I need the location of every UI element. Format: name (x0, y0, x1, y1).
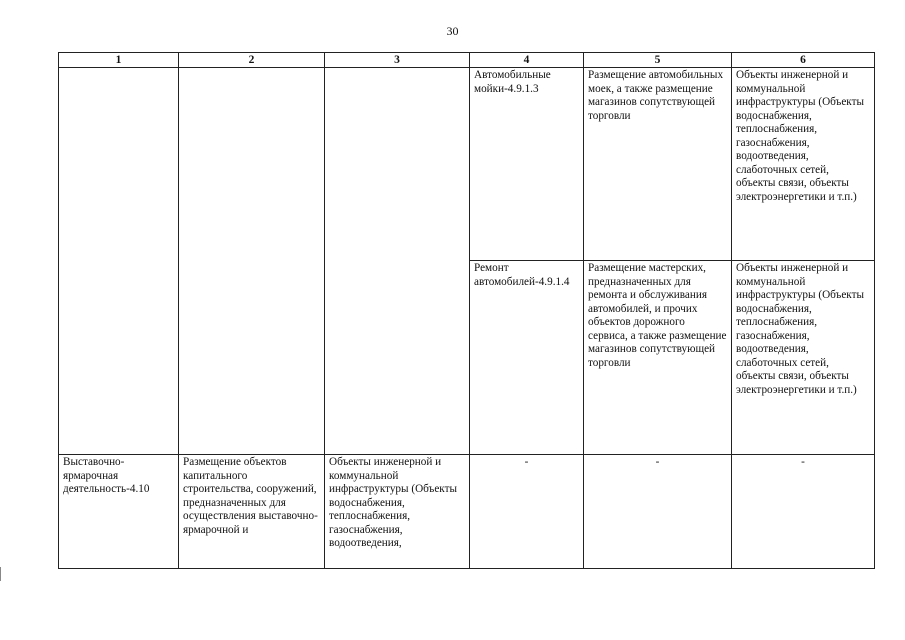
use-description-cell: Размещение автомобильных моек, а также размещение магазинов сопутствующей торговли (584, 68, 732, 261)
regulation-table (58, 52, 875, 569)
margin-mark (0, 567, 7, 581)
use-type-cell: Ремонт автомобилей-4.9.1.4 (470, 261, 584, 455)
column-header-6: 6 (732, 53, 875, 68)
column-header-3: 3 (325, 53, 470, 68)
use-description-cell: Размещение объектов капитального строительства, сооружений, предназначенных для осуществления выставочно-ярмарочной и (179, 455, 325, 569)
page-number: 30 (446, 24, 459, 38)
merged-empty-cell-2 (179, 68, 325, 455)
table-row (59, 68, 875, 261)
auxiliary-objects-cell: Объекты инженерной и коммунальной инфраструктуры (Объекты водоснабжения, теплоснабжения, газоснабжения, водоотведения, слаботочных сетей, объекты связи, объекты электроэнергетики и т.п.) (732, 261, 875, 455)
auxiliary-objects-cell: Объекты инженерной и коммунальной инфраструктуры (Объекты водоснабжения, теплоснабжения, газоснабжения, водоотведения, слаботочных сетей, объекты связи, объекты электроэнергетики и т.п.) (732, 68, 875, 261)
merged-empty-cell-3 (325, 68, 470, 455)
column-header-4: 4 (470, 53, 584, 68)
auxiliary-objects-cell: Объекты инженерной и коммунальной инфраструктуры (Объекты водоснабжения, теплоснабжения, газоснабжения, водоотведения, (325, 455, 470, 569)
header-row (59, 53, 875, 68)
dash-cell: - (584, 455, 732, 569)
merged-empty-cell-1 (59, 68, 179, 455)
table-row (59, 455, 875, 569)
column-header-2: 2 (179, 53, 325, 68)
column-header-5: 5 (584, 53, 732, 68)
use-description-cell: Размещение мастерских, предназначенных для ремонта и обслуживания автомобилей, и прочих объектов дорожного сервиса, а также размещение магазинов сопутствующей торговли (584, 261, 732, 455)
dash-cell: - (470, 455, 584, 569)
dash-cell: - (732, 455, 875, 569)
use-type-cell: Выставочно-ярмарочная деятельность-4.10 (59, 455, 179, 569)
column-header-1: 1 (59, 53, 179, 68)
use-type-cell: Автомобильные мойки-4.9.1.3 (470, 68, 584, 261)
